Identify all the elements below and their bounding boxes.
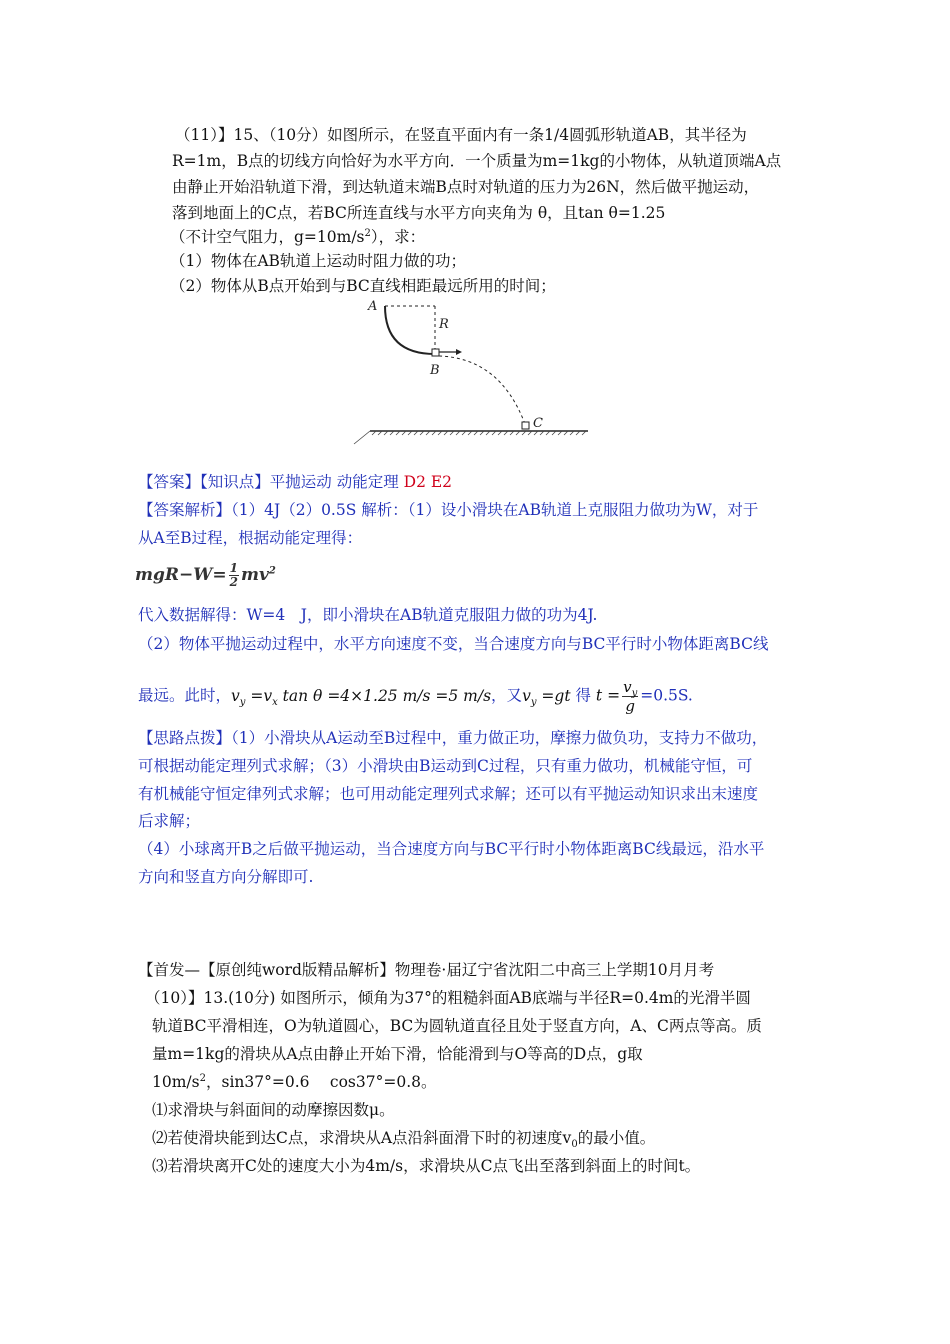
hint-text-1: （1）小滑块从A运动至B过程中，重力做正功，摩擦力做负功，支持力不做功， (231, 729, 768, 747)
hint-line-6: 方向和竖直方向分解即可. (138, 868, 314, 886)
eq-t: t = (591, 686, 621, 705)
problem13-q2-a: ⑵若使滑块能到达C点，求滑块从A点沿斜面滑下时的初速度v (152, 1129, 572, 1147)
formula-left: mgR−W= (135, 565, 227, 585)
eq-v2: v (522, 686, 531, 705)
t-num-v: v (623, 678, 632, 696)
formula-right: mv (240, 565, 269, 585)
hint-line-4: 后求解； (138, 812, 201, 830)
label-b: B (430, 363, 440, 378)
problem15-line-2: R=1m，B点的切线方向恰好为水平方向．一个质量为m=1kg的小物体，从轨道顶端A点 (172, 152, 782, 170)
problem13-line-4-a: 10m/s (152, 1073, 200, 1091)
problem15-question-1: （1）物体在AB轨道上运动时阻力做的功； (170, 252, 466, 270)
part2-again: ，又 (491, 686, 523, 705)
formula-numerator: 1 (229, 561, 238, 575)
answer-line (138, 471, 452, 493)
problem13-q2-b: 的最小值。 (577, 1129, 656, 1147)
problem13-line-1: （10）】13.(10分) 如图所示，倾角为37°的粗糙斜面AB底端与半径R=0.4m的光滑半圆 (145, 989, 751, 1007)
eq-vx: =v (245, 686, 273, 705)
part2-intro: 最远。此时， (138, 686, 232, 705)
superscript-2: 2 (199, 1072, 206, 1084)
subscript-y: y (239, 696, 246, 708)
t-numerator (622, 678, 638, 697)
part2-get: 得 (570, 686, 591, 705)
eq-tan: tan θ =4×1.25 m/s =5 m/s (277, 686, 492, 705)
part2-line-2 (138, 678, 693, 715)
problem13-header: 【首发—【原创纯word版精品解析】物理卷·届辽宁省沈阳二中高三上学期10月月考 (138, 961, 715, 979)
problem15-line-4: 落到地面上的C点，若BC所连直线与水平方向夹角为 θ，且tan θ=1.25 (172, 204, 666, 222)
analysis-line-2: 从A至B过程，根据动能定理得： (138, 529, 363, 547)
substitution-line: 代入数据解得：W=4 J，即小滑块在AB轨道克服阻力做的功为4J. (138, 606, 598, 624)
problem15-line-1: （11）】15、（10分）如图所示，在竖直平面内有一条1/4圆弧形轨道AB，其半径为 (175, 126, 747, 144)
problem15-line-5 (170, 226, 425, 248)
hint-line-2: 可根据动能定理列式求解；（3）小滑块由B运动到C过程，只有重力做功，机械能守恒，可 (138, 757, 753, 775)
problem13-question-1: ⑴求滑块与斜面间的动摩擦因数μ。 (152, 1101, 395, 1119)
problem13-question-2 (152, 1127, 655, 1149)
analysis-tag: 【答案解析】 (138, 501, 232, 519)
ground-hatching (354, 431, 586, 444)
part2-line-1: （2）物体平抛运动过程中，水平方向速度不变，当合速度方向与BC平行时小物体距离BC线 (138, 635, 769, 653)
arrow-head-icon (456, 349, 462, 355)
superscript: 2 (364, 227, 371, 239)
problem15-question-2: （2）物体从B点开始到与BC直线相距最远所用的时间； (170, 277, 556, 295)
hint-line-1 (138, 727, 767, 749)
answer-topic: 平抛运动 动能定理 (269, 473, 399, 491)
label-c: C (533, 416, 543, 431)
trajectory-dashed (439, 356, 525, 424)
answer-tag: 【答案】【知识点】 (138, 473, 270, 491)
eq-gt-text: =gt (536, 686, 571, 705)
problem13-line-2: 轨道BC平滑相连，O为轨道圆心，BC为圆轨道直径且处于竖直方向，A、C两点等高。质 (152, 1017, 762, 1035)
problem13-question-3: ⑶若滑块离开C处的速度大小为4m/s，求滑块从C点飞出至落到斜面上的时间t。 (152, 1157, 701, 1175)
formula-fraction (229, 562, 239, 589)
subscript-y2: y (530, 696, 537, 708)
answer-codes: D2 E2 (403, 473, 453, 491)
subscript-0: 0 (571, 1139, 578, 1151)
t-denominator: g (625, 697, 635, 715)
eq-gt (522, 686, 571, 708)
hint-line-3: 有机械能守恒定律列式求解；也可用动能定理列式求解；还可以有平抛运动知识求出末速度 (138, 785, 759, 803)
problem15-line-5-text: （不计空气阻力，g=10m/s (170, 228, 365, 246)
t-fraction (622, 678, 638, 715)
arc-track-ab (385, 306, 435, 354)
problem13-line-4-b: ，sin37°=0.6 cos37°=0.8。 (205, 1073, 437, 1091)
formula-superscript: 2 (268, 565, 276, 577)
problem13-line-3: 量m=1kg的滑块从A点由静止开始下滑，恰能滑到与O等高的D点，g取 (152, 1045, 643, 1063)
label-a: A (368, 299, 378, 314)
eq-v: v (231, 686, 240, 705)
analysis-line-1 (138, 499, 758, 521)
hint-tag: 【思路点拨】 (138, 729, 232, 747)
part2-result: =0.5S. (640, 686, 693, 705)
problem13-line-4 (152, 1071, 437, 1093)
block-at-c (522, 422, 529, 429)
block-at-b (432, 349, 439, 356)
hint-line-5: （4）小球离开B之后做平抛运动，当合速度方向与BC平行时小物体距离BC线最远，沿水平 (138, 840, 765, 858)
t-num-sub: y (631, 688, 638, 699)
problem15-line-3: 由静止开始沿轨道下滑，到达轨道末端B点时对轨道的压力为26N，然后做平抛运动， (172, 178, 760, 196)
problem15-line-5-end: ），求： (370, 228, 426, 246)
subscript-x: x (272, 696, 278, 708)
formula-denominator: 2 (229, 575, 238, 589)
analysis-text-1: （1）4J（2）0.5S 解析：（1）设小滑块在AB轨道上克服阻力做功为W，对于 (231, 501, 759, 519)
projectile-figure (340, 296, 600, 446)
energy-formula (135, 562, 276, 589)
eq-vy (231, 686, 492, 708)
label-r: R (439, 317, 449, 332)
